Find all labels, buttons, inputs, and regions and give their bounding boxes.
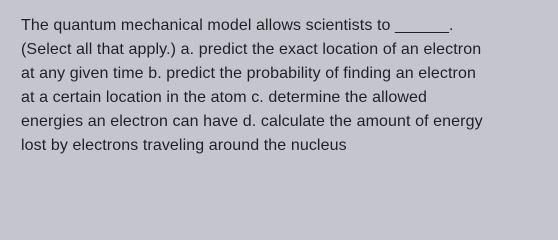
question-line: at a certain location in the atom c. determine the allowed [21,89,428,106]
question-text [21,14,548,158]
question-line: (Select all that apply.) a. predict the exact location of an electron [21,41,482,58]
question-line: at any given time b. predict the probability of finding an electron [21,65,476,82]
question-line: energies an electron can have d. calculate the amount of energy [21,113,483,130]
question-line: The quantum mechanical model allows scientists to ______. [21,17,454,34]
question-line: lost by electrons traveling around the nucleus [21,137,347,154]
